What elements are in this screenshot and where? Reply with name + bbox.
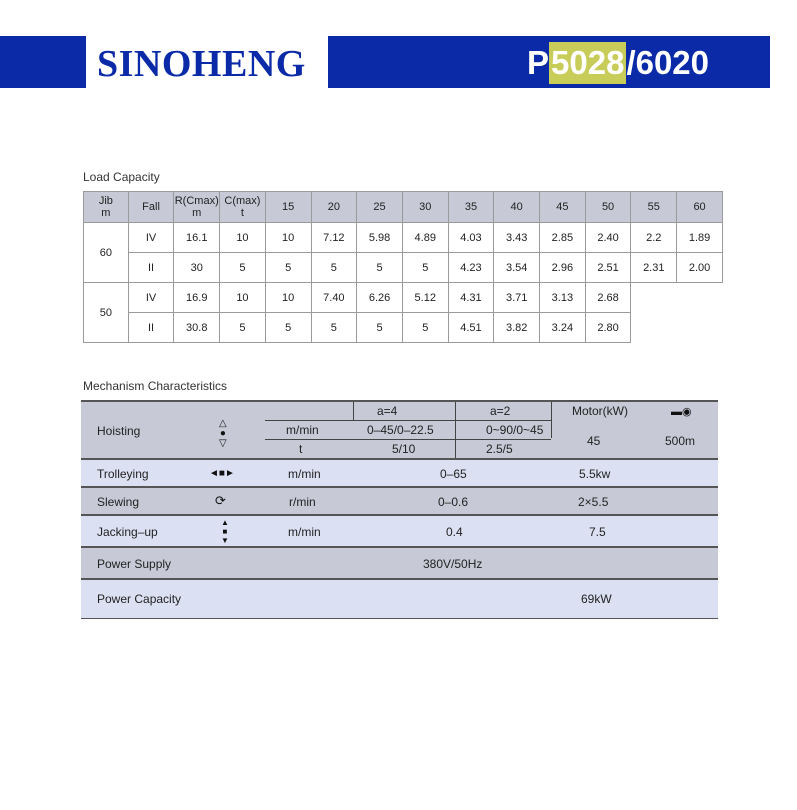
value-cell: 5.12 [402,283,448,313]
empty-cell [631,313,677,343]
value-cell: 4.23 [448,253,494,283]
cmax-cell: 10 [220,223,266,253]
hoist-height: 500m [665,434,696,448]
header-bar-left [0,36,86,88]
fall-cell: II [128,253,174,283]
model-highlight: 5028 [549,42,626,84]
hoisting-label: Hoisting [97,424,141,438]
empty-cell [631,283,677,313]
header-rcmax: R(Cmax) m [174,192,220,223]
value-cell: 6.26 [357,283,403,313]
jacking-value: 0.4 [446,525,463,539]
trolleying-row [81,458,718,488]
load-table-header [84,192,723,223]
empty-cell [677,313,723,343]
cmax-cell: 5 [220,313,266,343]
fall-cell: IV [128,223,174,253]
rcmax-cell: 16.9 [174,283,220,313]
header-radius: 45 [540,192,586,223]
value-cell: 5 [357,313,403,343]
trolleying-unit: m/min [288,467,321,481]
value-cell: 5 [402,313,448,343]
load-unit: t [299,442,303,456]
hoist-arrow-icon: △ ● ▽ [219,418,227,449]
value-cell: 1.89 [677,223,723,253]
table-row [84,223,723,253]
cmax-cell: 5 [220,253,266,283]
drum-icon: ▬◉ [671,406,692,418]
table-row [84,253,723,283]
divider [551,402,552,438]
value-cell: 7.40 [311,283,357,313]
value-cell: 5 [357,253,403,283]
model-suffix: /6020 [626,44,710,81]
value-cell: 2.2 [631,223,677,253]
value-cell: 5 [402,253,448,283]
jib-cell: 60 [84,223,129,283]
divider [353,402,354,420]
fall-cell: II [128,313,174,343]
power-capacity-label: Power Capacity [97,592,182,606]
slewing-motor: 2×5.5 [578,495,609,509]
value-cell: 2.00 [677,253,723,283]
model-title [527,42,709,84]
rcmax-cell: 16.1 [174,223,220,253]
divider [265,439,551,440]
value-cell: 5 [311,253,357,283]
value-cell: 5 [265,253,311,283]
value-cell: 2.31 [631,253,677,283]
header-fall: Fall [128,192,174,223]
value-cell: 5.98 [357,223,403,253]
value-cell: 10 [265,283,311,313]
trolleying-value: 0–65 [440,467,467,481]
value-cell: 3.54 [494,253,540,283]
jacking-unit: m/min [288,525,321,539]
power-supply-label: Power Supply [97,557,172,571]
jacking-row [81,514,718,548]
header-radius: 20 [311,192,357,223]
jib-cell: 50 [84,283,129,343]
cmax-cell: 10 [220,283,266,313]
speed-a4: 0–45/0–22.5 [367,423,434,437]
slewing-value: 0–0.6 [438,495,469,509]
trolleying-motor: 5.5kw [579,467,611,481]
jacking-arrow-icon: ▲ ■ ▼ [221,518,229,545]
header-radius: 40 [494,192,540,223]
value-cell: 3.43 [494,223,540,253]
speed-unit: m/min [286,423,319,437]
header-radius: 15 [265,192,311,223]
header-radius: 25 [357,192,403,223]
value-cell: 2.51 [585,253,631,283]
value-cell: 7.12 [311,223,357,253]
brand-logo: SINOHENG [97,43,306,85]
motor-label: Motor(kW) [572,404,628,418]
rcmax-cell: 30 [174,253,220,283]
load-capacity-table [83,191,723,343]
hoisting-row [81,400,718,460]
jacking-motor: 7.5 [589,525,606,539]
divider [455,402,456,460]
a2-label: a=2 [490,404,511,418]
power-supply-value: 380V/50Hz [423,557,483,571]
value-cell: 2.40 [585,223,631,253]
slewing-unit: r/min [289,495,316,509]
load-a4: 5/10 [392,442,416,456]
jacking-label: Jacking–up [97,525,158,539]
slewing-label: Slewing [97,495,140,509]
value-cell: 4.89 [402,223,448,253]
slewing-row [81,486,718,516]
value-cell: 4.51 [448,313,494,343]
header-radius: 55 [631,192,677,223]
value-cell: 2.96 [540,253,586,283]
header-jib: Jib m [84,192,129,223]
header-radius: 50 [585,192,631,223]
power-supply-row [81,546,718,580]
mechanism-title: Mechanism Characteristics [83,379,228,393]
power-capacity-row [81,578,718,619]
value-cell: 10 [265,223,311,253]
value-cell: 3.13 [540,283,586,313]
trolley-arrow-icon: ◄■► [209,468,235,479]
value-cell: 3.82 [494,313,540,343]
table-row [84,313,723,343]
header-cmax: C(max) t [220,192,266,223]
load-a2: 2.5/5 [486,442,513,456]
divider [265,420,551,421]
hoist-motor-value: 45 [587,434,601,448]
speed-a2: 0~90/0~45 [486,423,544,437]
a4-label: a=4 [377,404,398,418]
value-cell: 2.85 [540,223,586,253]
value-cell: 3.24 [540,313,586,343]
value-cell: 2.80 [585,313,631,343]
value-cell: 2.68 [585,283,631,313]
rcmax-cell: 30.8 [174,313,220,343]
slewing-icon: ⟳ [215,493,226,508]
value-cell: 4.31 [448,283,494,313]
fall-cell: IV [128,283,174,313]
header-radius: 60 [677,192,723,223]
power-capacity-value: 69kW [581,592,612,606]
value-cell: 5 [265,313,311,343]
empty-cell [677,283,723,313]
value-cell: 3.71 [494,283,540,313]
load-capacity-title: Load Capacity [83,170,160,184]
value-cell: 4.03 [448,223,494,253]
trolleying-label: Trolleying [97,467,149,481]
model-prefix: P [527,44,550,81]
table-row [84,283,723,313]
header-radius: 30 [402,192,448,223]
value-cell: 5 [311,313,357,343]
header-radius: 35 [448,192,494,223]
